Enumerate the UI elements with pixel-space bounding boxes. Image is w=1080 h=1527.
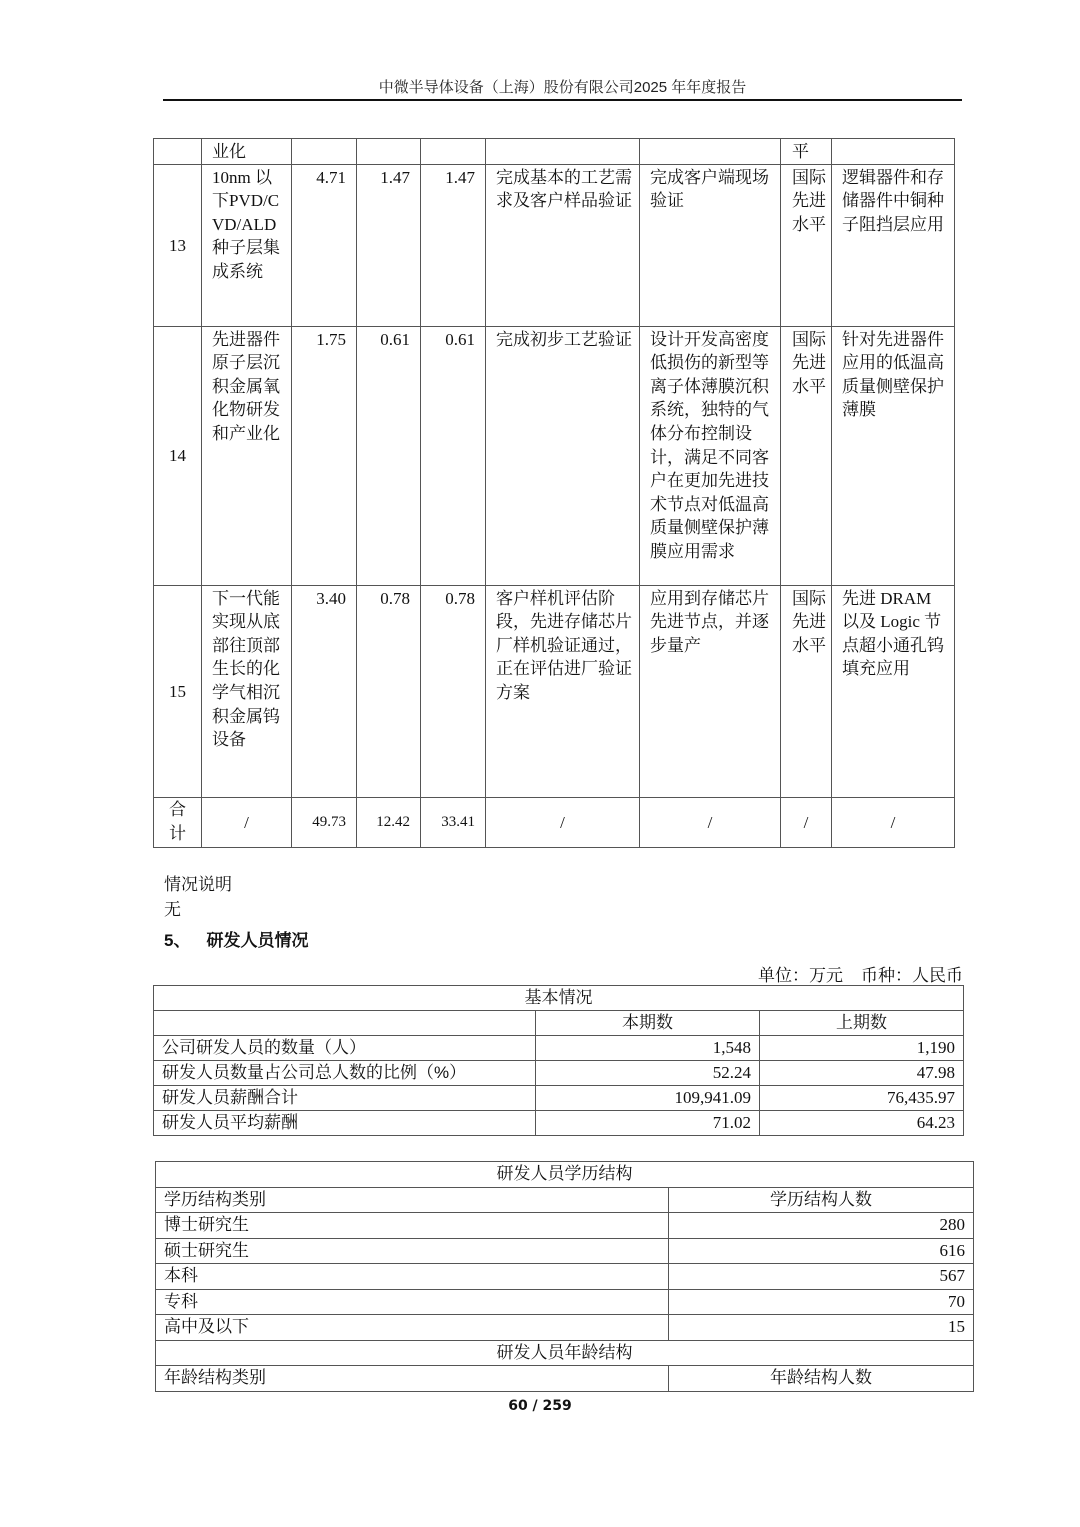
row-current: 52.24: [536, 1061, 760, 1086]
cell-no: 14: [154, 326, 202, 585]
row-label: 本科: [156, 1264, 669, 1290]
row-count: 15: [669, 1315, 974, 1341]
cell-progress: 完成初步工艺验证: [486, 326, 640, 585]
row-label: 博士研究生: [156, 1213, 669, 1239]
row-label: 硕士研究生: [156, 1238, 669, 1264]
cell-total-label: 合计: [154, 797, 202, 847]
cell-progress: 完成基本的工艺需求及客户样品验证: [486, 164, 640, 326]
table-title-row: [156, 1162, 974, 1188]
header-count: 年龄结构人数: [669, 1366, 974, 1392]
cell-application: [832, 139, 955, 165]
table-row: [156, 1238, 974, 1264]
currency-label: 币种：人民币: [861, 966, 963, 985]
table-row: [156, 1315, 974, 1341]
table-row: [156, 1213, 974, 1239]
cell-goal: 应用到存储芯片先进节点，并逐步量产: [640, 585, 781, 797]
cell-current: 0.61: [357, 326, 421, 585]
cell-budget: 4.71: [292, 164, 357, 326]
note-body: 无: [164, 900, 181, 919]
header-prior: 上期数: [760, 1011, 964, 1036]
cell-application: 逻辑器件和存储器件中铜种子阻挡层应用: [832, 164, 955, 326]
cell-level: 平: [781, 139, 832, 165]
table-row: [154, 1036, 964, 1061]
cell-level: 国际先进水平: [781, 164, 832, 326]
cell-no: 15: [154, 585, 202, 797]
cell-name: 业化: [202, 139, 292, 165]
row-count: 616: [669, 1238, 974, 1264]
row-label: 研发人员平均薪酬: [154, 1111, 536, 1136]
rd-staff-basic-table: [153, 985, 964, 1136]
cell-current: 12.42: [357, 797, 421, 847]
cell-application: /: [832, 797, 955, 847]
cell-budget: [292, 139, 357, 165]
cell-budget: 49.73: [292, 797, 357, 847]
section-heading: [164, 926, 308, 951]
cell-goal: 完成客户端现场验证: [640, 164, 781, 326]
table-header-row: [156, 1187, 974, 1213]
table-row: [154, 1111, 964, 1136]
table-row: [156, 1264, 974, 1290]
cell-no: [154, 139, 202, 165]
table-title-row: [156, 1340, 974, 1366]
rd-staff-structure-table: [155, 1161, 974, 1392]
cell-name: /: [202, 797, 292, 847]
cell-application: 针对先进器件应用的低温高质量侧壁保护薄膜: [832, 326, 955, 585]
row-count: 70: [669, 1289, 974, 1315]
cell-goal: 设计开发高密度低损伤的新型等离子体薄膜沉积系统，独特的气体分布控制设计，满足不同客户在更加先进技术节点对低温高质量侧壁保护薄膜应用需求: [640, 326, 781, 585]
cell-level: /: [781, 797, 832, 847]
table-title: 基本情况: [154, 986, 964, 1011]
table-row: [154, 1061, 964, 1086]
cell-level: 国际先进水平: [781, 326, 832, 585]
cell-current: [357, 139, 421, 165]
row-prior: 76,435.97: [760, 1086, 964, 1111]
cell-budget: 3.40: [292, 585, 357, 797]
header-count: 学历结构人数: [669, 1187, 974, 1213]
table-title-row: [154, 986, 964, 1011]
cell-level: 国际先进水平: [781, 585, 832, 797]
rd-projects-table: [153, 138, 955, 848]
table-row: [156, 1289, 974, 1315]
cell-application: 先进 DRAM 以及 Logic 节点超小通孔钨填充应用: [832, 585, 955, 797]
cell-cumulative: [421, 139, 486, 165]
cell-goal: [640, 139, 781, 165]
row-label: 高中及以下: [156, 1315, 669, 1341]
row-label: 研发人员数量占公司总人数的比例（%）: [154, 1061, 536, 1086]
cell-no: 13: [154, 164, 202, 326]
cell-budget: 1.75: [292, 326, 357, 585]
row-count: 280: [669, 1213, 974, 1239]
cell-cumulative: 0.78: [421, 585, 486, 797]
table-row: [154, 326, 955, 585]
header-rule: [163, 99, 962, 101]
section-number: 5、: [164, 931, 191, 950]
header-current: 本期数: [536, 1011, 760, 1036]
page-number: 60 / 259: [508, 1398, 572, 1414]
table-row: [154, 1086, 964, 1111]
row-current: 1,548: [536, 1036, 760, 1061]
cell-cumulative: 33.41: [421, 797, 486, 847]
table-row: [154, 164, 955, 326]
row-prior: 1,190: [760, 1036, 964, 1061]
table-header-row: [154, 1011, 964, 1036]
age-title: 研发人员年龄结构: [156, 1340, 974, 1366]
cell-progress: /: [486, 797, 640, 847]
cell-cumulative: 1.47: [421, 164, 486, 326]
education-title: 研发人员学历结构: [156, 1162, 974, 1188]
table-row: [154, 585, 955, 797]
cell-name: 下一代能实现从底部往顶部生长的化学气相沉积金属钨设备: [202, 585, 292, 797]
row-label: 专科: [156, 1289, 669, 1315]
cell-current: 1.47: [357, 164, 421, 326]
cell-current: 0.78: [357, 585, 421, 797]
row-prior: 64.23: [760, 1111, 964, 1136]
page-header-title: 中微半导体设备（上海）股份有限公司2025 年年度报告: [378, 79, 747, 96]
cell-goal: /: [640, 797, 781, 847]
row-prior: 47.98: [760, 1061, 964, 1086]
cell-cumulative: 0.61: [421, 326, 486, 585]
cell-progress: 客户样机评估阶段，先进存储芯片厂样机验证通过，正在评估进厂验证方案: [486, 585, 640, 797]
table-row-total: [154, 797, 955, 847]
row-label: 研发人员薪酬合计: [154, 1086, 536, 1111]
row-count: 567: [669, 1264, 974, 1290]
cell-name: 先进器件原子层沉积金属氧化物研发和产业化: [202, 326, 292, 585]
header-category: 学历结构类别: [156, 1187, 669, 1213]
header-category: 年龄结构类别: [156, 1366, 669, 1392]
table-row-continued: [154, 139, 955, 165]
note-title: 情况说明: [164, 875, 232, 894]
table-header-row: [156, 1366, 974, 1392]
cell-progress: [486, 139, 640, 165]
row-current: 109,941.09: [536, 1086, 760, 1111]
unit-label: 单位：万元: [758, 966, 843, 985]
header-blank: [154, 1011, 536, 1036]
row-label: 公司研发人员的数量（人）: [154, 1036, 536, 1061]
unit-note: [758, 961, 963, 986]
section-title-text: 研发人员情况: [206, 931, 309, 950]
row-current: 71.02: [536, 1111, 760, 1136]
cell-name: 10nm 以下PVD/CVD/ALD种子层集成系统: [202, 164, 292, 326]
